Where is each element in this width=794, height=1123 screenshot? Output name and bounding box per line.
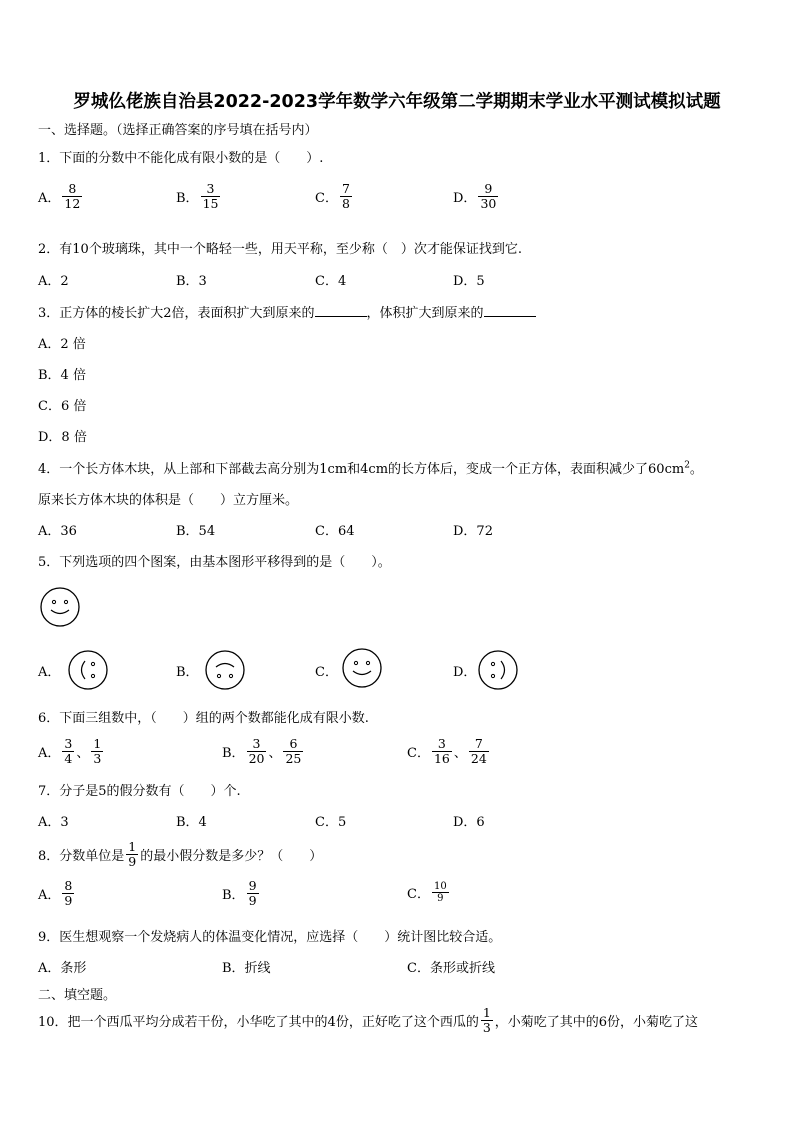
fraction bbox=[481, 1006, 493, 1035]
fraction bbox=[62, 879, 74, 908]
denominator: 12 bbox=[64, 196, 81, 211]
numerator: 6 bbox=[289, 736, 298, 751]
q4-text: 4．一个长方体木块，从上部和下部截去高分别为1cm和4cm的长方体后，变成一个正方体，表面积减少了60cm bbox=[38, 462, 685, 477]
numerator: 3 bbox=[64, 736, 73, 751]
numerator: 9 bbox=[484, 181, 493, 196]
denominator: 16 bbox=[433, 751, 450, 766]
q8-option-c bbox=[407, 881, 451, 904]
answer-blank-2 bbox=[484, 304, 536, 317]
q1-option-d bbox=[453, 182, 500, 211]
q4-option-c: C．64 bbox=[315, 524, 355, 539]
q4-text-end: 。 bbox=[689, 462, 703, 477]
q7-option-d: D．6 bbox=[453, 815, 485, 830]
fraction bbox=[62, 737, 74, 766]
numerator: 3 bbox=[206, 181, 215, 196]
denominator: 9 bbox=[64, 893, 73, 908]
separator: 、 bbox=[76, 746, 90, 761]
q7-option-b: B．4 bbox=[176, 815, 207, 830]
q4-option-a: A．36 bbox=[38, 524, 77, 539]
numerator: 8 bbox=[68, 181, 77, 196]
denominator: 4 bbox=[64, 751, 73, 766]
section-heading-choice: 一、选择题。（选择正确答案的序号填在括号内） bbox=[38, 123, 318, 138]
option-label: C． bbox=[407, 746, 430, 761]
smiley-face-base-figure bbox=[39, 586, 81, 628]
question-4-line1 bbox=[38, 458, 703, 477]
denominator: 20 bbox=[248, 751, 265, 766]
q3-option-d: D．8 倍 bbox=[38, 430, 87, 445]
q1-option-a bbox=[38, 182, 84, 211]
q9-option-a: A．条形 bbox=[38, 961, 87, 976]
denominator: 9 bbox=[248, 893, 257, 908]
smiley-face-upside-down-icon bbox=[204, 649, 246, 691]
section-heading-fill: 二、填空题。 bbox=[38, 988, 117, 1003]
q3-option-b: B．4 倍 bbox=[38, 368, 86, 383]
question-10 bbox=[38, 1006, 698, 1035]
fraction bbox=[469, 737, 489, 766]
separator: 、 bbox=[268, 746, 282, 761]
fraction bbox=[247, 737, 267, 766]
denominator: 9 bbox=[128, 854, 137, 869]
page-title: 罗城仫佬族自治县2022-2023学年数学六年级第二学期期末学业水平测试模拟试题 bbox=[73, 92, 721, 112]
option-label: A． bbox=[38, 746, 61, 761]
denominator: 3 bbox=[482, 1020, 491, 1035]
q6-option-a bbox=[38, 737, 105, 766]
denominator: 15 bbox=[202, 196, 219, 211]
denominator: 30 bbox=[480, 196, 497, 211]
numerator: 3 bbox=[437, 736, 446, 751]
numerator: 8 bbox=[64, 878, 73, 893]
fraction bbox=[91, 737, 103, 766]
numerator: 7 bbox=[474, 736, 483, 751]
option-label: D． bbox=[453, 191, 477, 206]
denominator: 25 bbox=[285, 751, 302, 766]
numerator: 1 bbox=[482, 1005, 491, 1020]
separator: 、 bbox=[453, 746, 467, 761]
numerator: 1 bbox=[93, 736, 102, 751]
denominator: 9 bbox=[437, 893, 444, 904]
q9-option-b: B．折线 bbox=[222, 961, 271, 976]
smiley-face-rotated-left-icon bbox=[67, 649, 109, 691]
q2-option-b: B．3 bbox=[176, 274, 207, 289]
q8-text-part2: 的最小假分数是多少？（ ） bbox=[140, 849, 323, 864]
question-7: 7．分子是5的假分数有（ ）个. bbox=[38, 784, 241, 799]
question-5: 5．下列选项的四个图案，由基本图形平移得到的是（ ）。 bbox=[38, 555, 391, 570]
question-4-line2: 原来长方体木块的体积是（ ）立方厘米。 bbox=[38, 493, 299, 508]
smiley-face-upright-icon bbox=[341, 647, 383, 689]
question-8 bbox=[38, 840, 322, 869]
q3-option-c: C．6 倍 bbox=[38, 399, 87, 414]
q1-option-b bbox=[176, 182, 222, 211]
q7-option-a: A．3 bbox=[38, 815, 69, 830]
q5-option-c-label: C． bbox=[315, 665, 338, 680]
fraction bbox=[247, 879, 259, 908]
option-label: B． bbox=[176, 191, 199, 206]
fraction bbox=[126, 840, 138, 869]
question-9: 9．医生想观察一个发烧病人的体温变化情况，应选择（ ）统计图比较合适。 bbox=[38, 930, 502, 945]
option-label: A． bbox=[38, 888, 61, 903]
numerator: 3 bbox=[252, 736, 261, 751]
q5-option-a-label: A． bbox=[38, 665, 61, 680]
q4-option-d: D．72 bbox=[453, 524, 493, 539]
question-3 bbox=[38, 302, 536, 321]
q8-option-b bbox=[222, 879, 261, 908]
q3-option-a: A．2 倍 bbox=[38, 337, 86, 352]
q2-option-c: C．4 bbox=[315, 274, 347, 289]
denominator: 3 bbox=[93, 751, 102, 766]
numerator: 1 bbox=[128, 839, 137, 854]
fraction bbox=[432, 881, 449, 904]
option-label: B． bbox=[222, 746, 245, 761]
q4-option-b: B．54 bbox=[176, 524, 216, 539]
q10-text-part2: ，小菊吃了其中的6份，小菊吃了这 bbox=[494, 1015, 699, 1030]
numerator: 10 bbox=[433, 881, 447, 892]
fraction bbox=[201, 182, 221, 211]
option-label: C． bbox=[315, 191, 338, 206]
q5-option-d-label: D． bbox=[453, 665, 477, 680]
q7-option-c: C．5 bbox=[315, 815, 347, 830]
q5-option-b-label: B． bbox=[176, 665, 199, 680]
q8-option-a bbox=[38, 879, 76, 908]
denominator: 8 bbox=[341, 196, 350, 211]
q9-option-c: C．条形或折线 bbox=[407, 961, 495, 976]
smiley-face-rotated-right-icon bbox=[477, 649, 519, 691]
answer-blank-1 bbox=[315, 304, 367, 317]
option-label: B． bbox=[222, 888, 245, 903]
q3-text-part1: 3．正方体的棱长扩大2倍，表面积扩大到原来的 bbox=[38, 306, 315, 321]
question-1: 1．下面的分数中不能化成有限小数的是（ ）. bbox=[38, 151, 324, 166]
option-label: A． bbox=[38, 191, 61, 206]
question-6: 6．下面三组数中，（ ）组的两个数都能化成有限小数. bbox=[38, 711, 369, 726]
fraction bbox=[283, 737, 303, 766]
q6-option-c bbox=[407, 737, 491, 766]
denominator: 24 bbox=[470, 751, 487, 766]
q2-option-a: A．2 bbox=[38, 274, 69, 289]
numerator: 7 bbox=[341, 181, 350, 196]
fraction bbox=[62, 182, 82, 211]
q3-text-part2: ，体积扩大到原来的 bbox=[366, 306, 484, 321]
q8-text-part1: 8．分数单位是 bbox=[38, 849, 125, 864]
q6-option-b bbox=[222, 737, 305, 766]
fraction bbox=[432, 737, 452, 766]
option-label: C． bbox=[407, 887, 430, 902]
q1-option-c bbox=[315, 182, 354, 211]
superscript: 2 bbox=[684, 460, 690, 471]
q2-option-d: D．5 bbox=[453, 274, 485, 289]
question-2: 2．有10个玻璃珠，其中一个略轻一些，用天平称，至少称（ ）次才能保证找到它. bbox=[38, 242, 522, 257]
q10-text-part1: 10．把一个西瓜平均分成若干份，小华吃了其中的4份，正好吃了这个西瓜的 bbox=[38, 1015, 479, 1030]
fraction bbox=[478, 182, 498, 211]
fraction bbox=[340, 182, 352, 211]
numerator: 9 bbox=[248, 878, 257, 893]
